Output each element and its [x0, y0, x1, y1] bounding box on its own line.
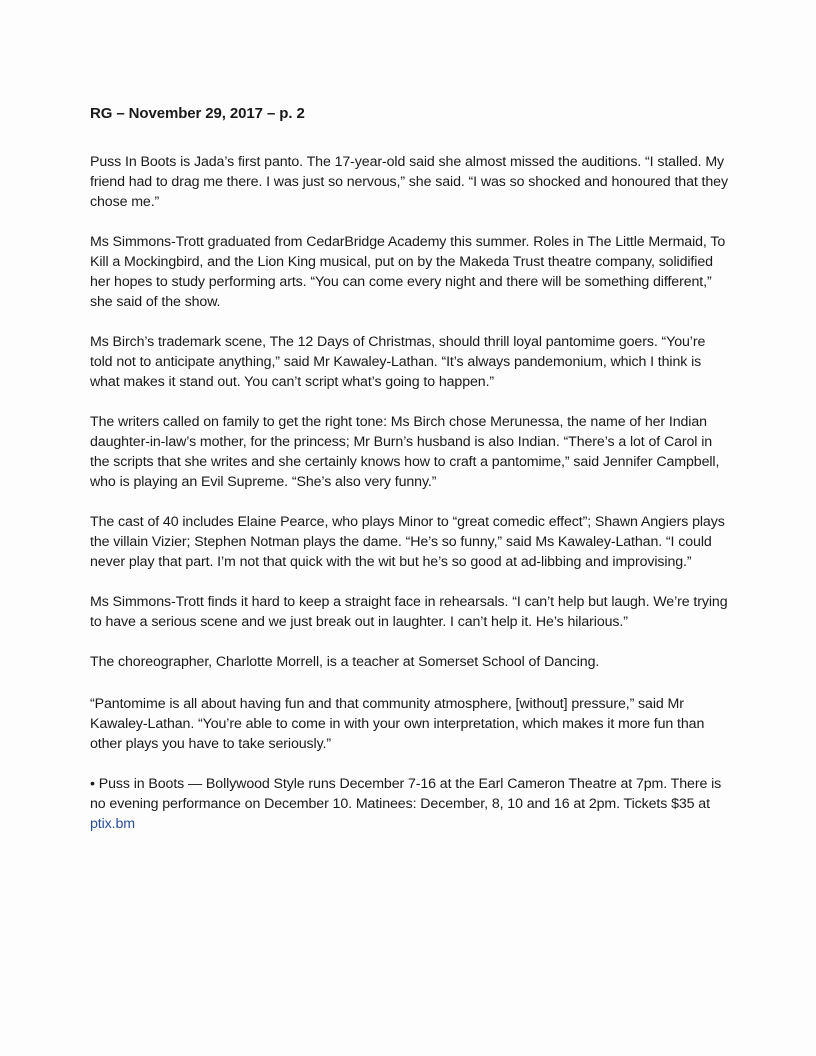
paragraph-5: The cast of 40 includes Elaine Pearce, who plays Minor to “great comedic effect”; Shawn Angiers plays the villain Vizier; Stephen Notman plays the dame. “He’s so funny,” said Ms Kawaley-Lathan. “I could never play that part. I’m not that quick with the wit but he’s so good at ad-libbing and improvising.”	[90, 514, 725, 570]
paragraph-4: The writers called on family to get the right tone: Ms Birch chose Merunessa, the name of her Indian daughter-in-law’s mother, for the princess; Mr Burn’s husband is also Indian. “There’s a lot of Carol in the scripts that she writes and she certainly knows how to craft a pantomime,” said Jennifer Campbell, who is playing an Evil Supreme. “She’s also very funny.”	[90, 414, 720, 490]
paragraph-2: Ms Simmons-Trott graduated from CedarBridge Academy this summer. Roles in The Little Mermaid, To Kill a Mockingbird, and the Lion King musical, put on by the Makeda Trust theatre company, solidified her hopes to study performing arts. “You can come every night and there will be something different,” she said of the show.	[90, 234, 726, 310]
tickets-link[interactable]: ptix.bm	[90, 816, 136, 832]
paragraph-1: Puss In Boots is Jada’s first panto. The 17-year-old said she almost missed the auditions. “I stalled. My friend had to drag me there. I was just so nervous,” she said. “I was so shocked and honoured that they chose me.”	[90, 154, 728, 210]
page-header: RG – November 29, 2017 – p. 2	[90, 105, 305, 122]
paragraph-7: The choreographer, Charlotte Morrell, is a teacher at Somerset School of Dancing.	[90, 654, 600, 670]
bullet-icon: •	[90, 776, 95, 792]
article-body	[90, 104, 730, 854]
paragraph-6: Ms Simmons-Trott finds it hard to keep a straight face in rehearsals. “I can’t help but laugh. We’re trying to have a serious scene and we just break out in laughter. I can’t help it. He’s hilarious.”	[90, 594, 728, 630]
paragraph-8: “Pantomime is all about having fun and that community atmosphere, [without] pressure,” said Mr Kawaley-Lathan. “You’re able to come in with your own interpretation, which makes it more fun than other plays you have to take seriously.”	[90, 696, 705, 752]
paragraph-3: Ms Birch’s trademark scene, The 12 Days of Christmas, should thrill loyal pantomime goers. “You’re told not to anticipate anything,” said Mr Kawaley-Lathan. “It’s always pandemonium, which I think is what makes it stand out. You can’t script what’s going to happen.”	[90, 334, 706, 390]
event-info	[90, 774, 730, 834]
event-info-text: Puss in Boots — Bollywood Style runs December 7-16 at the Earl Cameron Theatre at 7pm. There is no evening performance on December 10. Matinees: December, 8, 10 and 16 at 2pm. Tickets $35 at	[90, 776, 722, 812]
